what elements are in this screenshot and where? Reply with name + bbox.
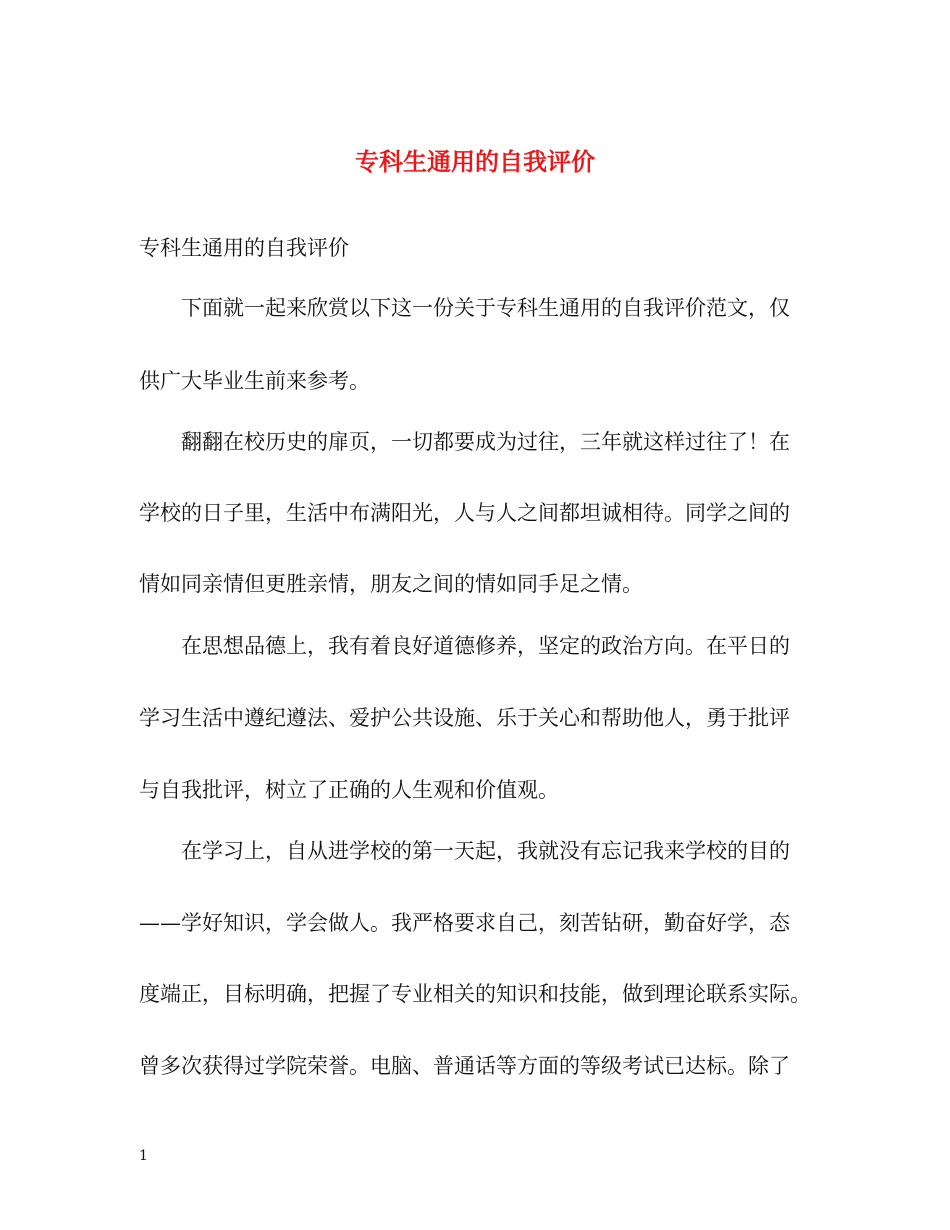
- document-subheading: 专科生通用的自我评价: [139, 236, 349, 260]
- paragraph-line: 情如同亲情但更胜亲情，朋友之间的情如同手足之情。: [139, 572, 643, 596]
- paragraph-line: 与自我批评，树立了正确的人生观和价值观。: [139, 778, 559, 802]
- paragraph-line: 在学习上，自从进学校的第一天起，我就没有忘记我来学校的目的: [181, 839, 790, 863]
- page-title: 专科生通用的自我评价: [355, 147, 595, 176]
- paragraph-line: 供广大毕业生前来参考。: [139, 369, 370, 393]
- paragraph-line: 学习生活中遵纪遵法、爱护公共设施、乐于关心和帮助他人，勇于批评: [139, 706, 790, 730]
- paragraph-line: 翻翻在校历史的扉页，一切都要成为过往，三年就这样过往了！在: [181, 430, 790, 454]
- paragraph-line: 下面就一起来欣赏以下这一份关于专科生通用的自我评价范文，仅: [181, 296, 790, 320]
- paragraph-line: 在思想品德上，我有着良好道德修养，坚定的政治方向。在平日的: [181, 634, 790, 658]
- paragraph-line: ——学好知识，学会做人。我严格要求自己，刻苦钻研，勤奋好学，态: [139, 911, 790, 935]
- paragraph-line: 度端正，目标明确，把握了专业相关的知识和技能，做到理论联系实际。: [139, 982, 811, 1006]
- page-number: 1: [139, 1148, 148, 1164]
- paragraph-line: 曾多次获得过学院荣誉。电脑、普通话等方面的等级考试已达标。除了: [139, 1054, 790, 1078]
- paragraph-line: 学校的日子里，生活中布满阳光，人与人之间都坦诚相待。同学之间的: [139, 501, 790, 525]
